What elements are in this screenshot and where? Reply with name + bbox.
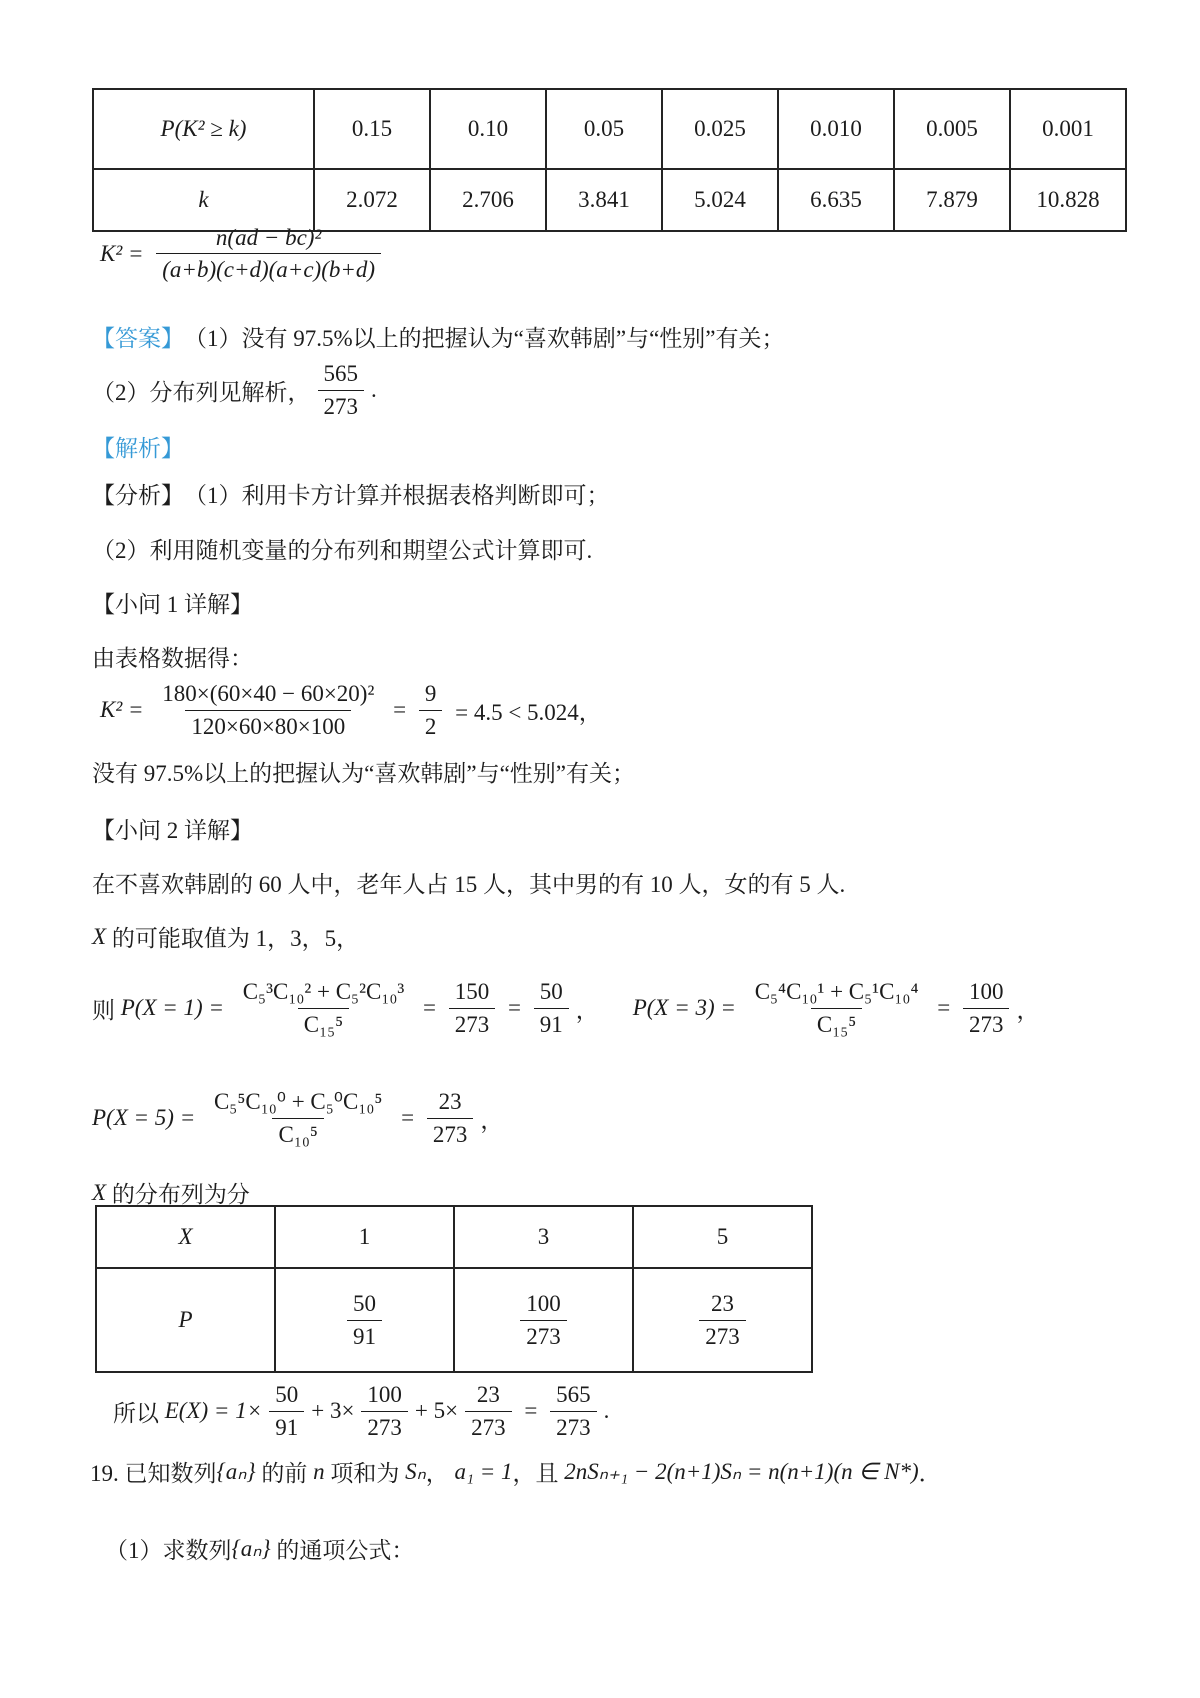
fraction-denominator: 273 xyxy=(318,390,365,419)
separator-comma: ， xyxy=(575,997,599,1023)
fraction-denominator: 91 xyxy=(534,1008,569,1037)
table-cell: 2.706 xyxy=(430,169,546,231)
distribution-table xyxy=(95,1205,813,1373)
fraction xyxy=(963,979,1010,1037)
question-19 xyxy=(90,1455,942,1488)
equals-sign: = xyxy=(931,995,956,1020)
fraction xyxy=(208,1089,388,1147)
sequence-notation: {aₙ} xyxy=(216,1458,256,1484)
fraction-denominator: 273 xyxy=(963,1008,1010,1037)
table-cell: 2.072 xyxy=(314,169,430,231)
fraction xyxy=(156,681,380,739)
equals-sign: = xyxy=(518,1398,544,1423)
operator: + 3× xyxy=(311,1398,355,1423)
table-cell: 0.005 xyxy=(894,89,1010,169)
probability-line-1 xyxy=(92,962,1039,1054)
recurrence-relation: 2nSₙ₊₁ − 2(n+1)Sₙ = n(n+1)(n ∈ N*) xyxy=(564,1458,919,1484)
fraction xyxy=(699,1291,746,1349)
fraction xyxy=(237,979,411,1037)
question-text: 的通项公式： xyxy=(270,1538,415,1563)
period: ． xyxy=(918,1461,942,1486)
fraction xyxy=(449,979,496,1037)
fraction-numerator: 50 xyxy=(353,1291,376,1317)
equals-sign: = xyxy=(395,1105,420,1130)
table-cell: 3 xyxy=(454,1206,633,1268)
fenxi-tag: 【分析】 xyxy=(92,483,184,508)
fraction-numerator: 100 xyxy=(367,1382,402,1408)
fraction-numerator: 565 xyxy=(556,1382,591,1408)
fraction-denominator: 120×60×80×100 xyxy=(185,710,351,739)
subquestion-1-label: 【小问 1 详解】 xyxy=(92,592,253,617)
fraction-denominator: 2 xyxy=(419,710,443,739)
table-cell: 0.010 xyxy=(778,89,894,169)
table-cell: 0.001 xyxy=(1010,89,1126,169)
fraction-numerator: n(ad − bc)² xyxy=(215,225,322,250)
answer-line-2 xyxy=(92,358,377,422)
fraction-denominator: 273 xyxy=(427,1118,474,1147)
table-cell: 0.10 xyxy=(430,89,546,169)
fraction-denominator: 273 xyxy=(361,1411,408,1440)
lead-text: 所以 xyxy=(113,1400,165,1426)
critical-value-table xyxy=(92,88,1127,232)
intro-text: 由表格数据得： xyxy=(92,646,253,671)
fraction xyxy=(550,1382,597,1440)
jiexi-tag: 【解析】 xyxy=(92,436,184,461)
fraction-numerator: 100 xyxy=(526,1291,561,1317)
answer-period: . xyxy=(371,377,377,402)
table-cell: P xyxy=(96,1268,275,1372)
table-row xyxy=(93,89,1126,169)
fraction xyxy=(361,1382,408,1440)
conclusion-text: 没有 97.5%以上的把握认为“喜欢韩剧”与“性别”有关； xyxy=(92,761,635,786)
question-19-part-1 xyxy=(105,1532,414,1565)
fenxi-text-1: （1）利用卡方计算并根据表格判断即可； xyxy=(184,483,610,508)
fraction-denominator: C₁₀⁵ xyxy=(272,1118,323,1147)
initial-term: a₁ = 1 xyxy=(454,1458,513,1484)
comparison-result: = 4.5 < 5.024， xyxy=(449,699,602,725)
table-row xyxy=(96,1206,812,1268)
question-text: ， xyxy=(425,1461,455,1486)
fraction xyxy=(156,225,381,283)
k2-definition-formula xyxy=(100,225,388,283)
table-row xyxy=(93,169,1126,231)
fraction-denominator: 273 xyxy=(449,1008,496,1037)
fraction xyxy=(318,361,365,419)
table-cell: 0.15 xyxy=(314,89,430,169)
operator: + 5× xyxy=(414,1398,459,1423)
separator-comma: ， xyxy=(1016,997,1040,1023)
table-cell: X xyxy=(96,1206,275,1268)
lead-text: 则 xyxy=(92,997,121,1023)
subquestion-2-label: 【小问 2 详解】 xyxy=(92,818,253,843)
fraction-denominator: C₁₅⁵ xyxy=(811,1008,862,1037)
fraction-numerator: 23 xyxy=(476,1382,500,1408)
fraction xyxy=(269,1382,304,1440)
fraction xyxy=(534,979,569,1037)
fraction-denominator: 91 xyxy=(347,1320,382,1349)
table-cell: k xyxy=(93,169,314,231)
fraction-numerator: 23 xyxy=(438,1089,462,1115)
table-cell: 0.025 xyxy=(662,89,778,169)
table-cell: P(K² ≥ k) xyxy=(93,89,314,169)
variable-n: n xyxy=(313,1458,325,1484)
fenxi-line-1 xyxy=(92,477,610,510)
table-cell: 5.024 xyxy=(662,169,778,231)
fraction-numerator: 9 xyxy=(424,681,437,707)
fraction-numerator: C₅⁵C₁₀⁰ + C₅⁰C₁₀⁵ xyxy=(213,1089,383,1115)
body-text: 的分布列为分 xyxy=(106,1182,250,1207)
subquestion-1-conclusion xyxy=(92,755,635,788)
answer-tag: 【答案】 xyxy=(92,326,184,351)
table-cell: 10.828 xyxy=(1010,169,1126,231)
p-x5-lhs: P(X = 5) = xyxy=(92,1105,201,1130)
fenxi-text-2: （2）利用随机变量的分布列和期望公式计算即可. xyxy=(92,538,593,563)
question-text: ，且 xyxy=(512,1461,565,1486)
fraction xyxy=(520,1291,567,1349)
formula-lhs: K² = xyxy=(100,240,150,266)
answer-line-1 xyxy=(92,320,785,353)
fraction xyxy=(347,1291,382,1349)
fraction-numerator: 50 xyxy=(539,979,563,1005)
fraction xyxy=(427,1089,474,1147)
equals-sign: = xyxy=(417,995,442,1020)
equals-sign: = xyxy=(387,697,412,722)
period: . xyxy=(603,1398,610,1423)
jiexi-heading xyxy=(92,430,184,463)
fraction-denominator: 273 xyxy=(699,1320,746,1349)
body-text: 的可能取值为 1，3，5， xyxy=(106,926,360,951)
fraction-numerator: 100 xyxy=(968,979,1004,1005)
question-text: 项和为 xyxy=(324,1461,406,1486)
p-x1-lhs: P(X = 1) = xyxy=(120,995,230,1020)
equals-sign: = xyxy=(502,995,527,1020)
fenxi-line-2 xyxy=(92,532,592,565)
answer-text-2: （2）分布列见解析， xyxy=(92,379,311,405)
fraction-numerator: C₅³C₁₀² + C₅²C₁₀³ xyxy=(242,979,405,1005)
table-cell: 6.635 xyxy=(778,169,894,231)
table-cell xyxy=(633,1268,812,1372)
subquestion-1-heading xyxy=(92,586,253,619)
subquestion-2-heading xyxy=(92,812,253,845)
table-cell: 7.879 xyxy=(894,169,1010,231)
fraction xyxy=(419,681,443,739)
variable-x: X xyxy=(92,923,107,949)
fraction-denominator: 273 xyxy=(465,1411,512,1440)
p-x3-lhs: P(X = 3) = xyxy=(632,995,742,1020)
fraction xyxy=(749,979,925,1037)
expectation-formula xyxy=(113,1378,609,1444)
sequence-notation: {aₙ} xyxy=(231,1535,271,1561)
table-cell xyxy=(454,1268,633,1372)
k2-computation-formula xyxy=(100,668,602,752)
question-text: 19. 已知数列 xyxy=(90,1461,217,1486)
fraction-denominator: 273 xyxy=(520,1320,567,1349)
subquestion-2-line-1 xyxy=(92,866,845,899)
fraction-numerator: 180×(60×40 − 60×20)² xyxy=(162,681,375,707)
fraction xyxy=(465,1382,512,1440)
sum-notation: Sₙ xyxy=(405,1458,426,1484)
fraction-numerator: 565 xyxy=(323,361,358,387)
separator-comma: ， xyxy=(480,1107,504,1133)
fraction-numerator: 50 xyxy=(275,1382,299,1408)
probability-line-2 xyxy=(92,1072,503,1164)
fraction-numerator: 23 xyxy=(711,1291,734,1317)
variable-x: X xyxy=(92,1179,107,1205)
fraction-numerator: 150 xyxy=(454,979,490,1005)
table-cell: 5 xyxy=(633,1206,812,1268)
table-cell: 1 xyxy=(275,1206,454,1268)
formula-lhs: K² = xyxy=(100,697,150,722)
table-row xyxy=(96,1268,812,1372)
table-cell xyxy=(275,1268,454,1372)
fraction-denominator: (a+b)(c+d)(a+c)(b+d) xyxy=(156,253,381,282)
answer-text-1: （1）没有 97.5%以上的把握认为“喜欢韩剧”与“性别”有关； xyxy=(184,326,785,351)
expectation-lhs: E(X) = 1× xyxy=(164,1398,263,1423)
question-text: （1）求数列 xyxy=(105,1538,232,1563)
question-text: 的前 xyxy=(255,1461,314,1486)
table-cell: 3.841 xyxy=(546,169,662,231)
subquestion-2-line-2 xyxy=(92,920,359,953)
table-cell: 0.05 xyxy=(546,89,662,169)
fraction-denominator: C₁₅⁵ xyxy=(298,1008,349,1037)
fraction-denominator: 91 xyxy=(269,1411,304,1440)
fraction-denominator: 273 xyxy=(550,1411,597,1440)
body-text: 在不喜欢韩剧的 60 人中，老年人占 15 人，其中男的有 10 人，女的有 5 人. xyxy=(92,872,846,897)
fraction-numerator: C₅⁴C₁₀¹ + C₅¹C₁₀⁴ xyxy=(754,979,919,1005)
